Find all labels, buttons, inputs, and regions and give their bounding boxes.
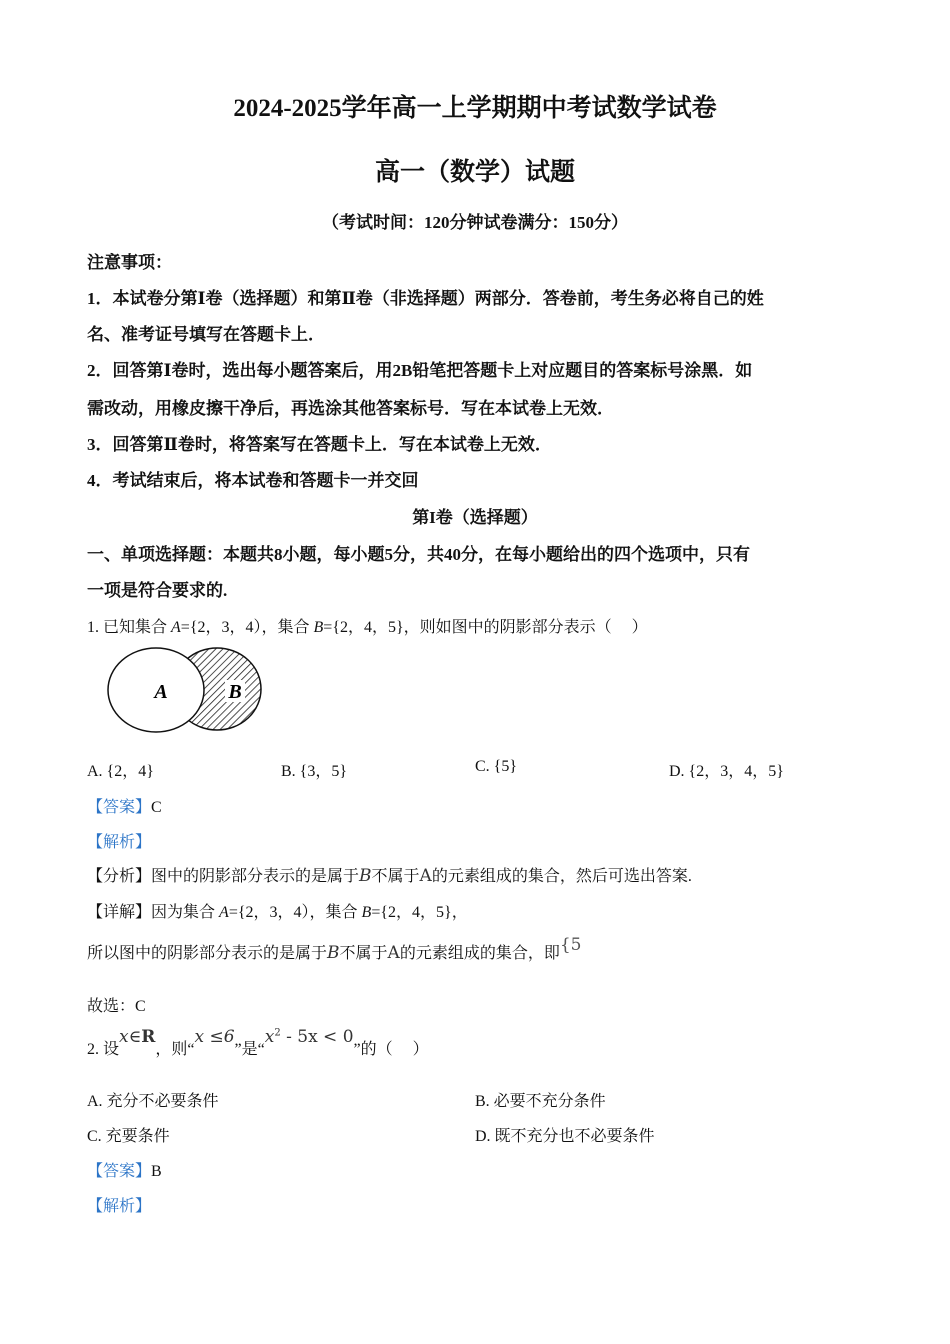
q2-option-d[interactable]: D. 既不充分也不必要条件 xyxy=(475,1128,655,1145)
q2-cond-in: ∈ xyxy=(128,1027,142,1047)
q1-option-d[interactable]: D. {2，3，4，5} xyxy=(669,763,784,780)
q1-line2-text-1: 所以图中的阴影部分表示的是属于 xyxy=(87,945,328,962)
exam-info: （考试时间：120分钟试卷满分：150分） xyxy=(322,213,628,232)
q1-fenxi-b: B xyxy=(359,866,372,886)
q1-detail xyxy=(87,899,867,922)
note-3: 3．回答第Ⅱ卷时，将答案写在答题卡上．写在本试卷上无效． xyxy=(87,435,552,454)
q1-analysis-tag: 【解析】 xyxy=(87,834,152,851)
q1-line2-set: {5 xyxy=(559,935,582,955)
q2-condition-1: x ≤6 xyxy=(194,1027,235,1047)
q1-fenxi-tag: 【分析】 xyxy=(87,868,152,885)
venn-diagram xyxy=(105,646,265,736)
q2-cond-r: R xyxy=(141,1027,156,1047)
notes-heading: 注意事项： xyxy=(87,253,172,272)
venn-label-a: A xyxy=(154,681,168,703)
q1-set-b: B xyxy=(313,619,324,636)
q1-answer-value: C xyxy=(151,799,162,816)
q1-line2-a: A xyxy=(387,943,400,963)
note-2a: 2．回答第Ⅰ卷时，选出每小题答案后，用2B铅笔把答题卡上对应题目的答案标号涂黑．如 xyxy=(87,361,753,380)
q2-stem-text-2: ，则“ xyxy=(155,1041,195,1058)
q1-set-b-value: ={2，4，5}，则如图中的阴影部分表示（ ） xyxy=(323,619,648,636)
q1-detail-tag: 【详解】 xyxy=(87,904,152,921)
q1-option-c[interactable]: C. {5} xyxy=(475,758,518,775)
q1-detail-a: A xyxy=(219,904,229,921)
section-intro-a: 一、单项选择题：本题共8小题，每小题5分，共40分，在每小题给出的四个选项中，只有 xyxy=(87,545,750,564)
section-intro-b: 一项是符合要求的. xyxy=(87,581,228,600)
q2-cond2-rest: - 5x < 0 xyxy=(280,1027,354,1047)
exam-title: 2024-2025学年高一上学期期中考试数学试卷 xyxy=(233,95,717,122)
q2-option-a[interactable]: A. 充分不必要条件 xyxy=(87,1093,219,1110)
q1-line2-text-2: 不属于 xyxy=(339,945,388,962)
q1-set-a-value: ={2，3，4），集合 xyxy=(180,619,314,636)
note-2b: 需改动，用橡皮擦干净后，再选涂其他答案标号．写在本试卷上无效． xyxy=(87,399,614,418)
q1-line2-text-3: 的元素组成的集合，即 xyxy=(399,945,560,962)
q1-detail-text-3: ={2，4，5}， xyxy=(371,904,468,921)
q1-line2-b: B xyxy=(327,943,340,963)
q1-answer-tag: 【答案】 xyxy=(87,799,152,816)
q2-answer-value: B xyxy=(151,1163,162,1180)
q2-stem-text-1: 2. 设 xyxy=(87,1041,120,1058)
q1-fenxi xyxy=(87,863,867,886)
q2-cond2-sup: 2 xyxy=(274,1027,281,1039)
q1-option-a[interactable]: A. {2，4} xyxy=(87,763,154,780)
q1-fenxi-text-2: 不属于 xyxy=(371,868,420,885)
q2-cond2-x: x xyxy=(264,1027,275,1047)
q2-analysis-tag: 【解析】 xyxy=(87,1198,152,1215)
q1-set-a: A xyxy=(171,619,181,636)
q1-fenxi-text-1: 图中的阴影部分表示的是属于 xyxy=(151,868,360,885)
note-1a: 1．本试卷分第Ⅰ卷（选择题）和第Ⅱ卷（非选择题）两部分．答卷前，考生务必将自己的姓 xyxy=(87,289,764,308)
q2-option-c[interactable]: C. 充要条件 xyxy=(87,1128,170,1145)
part-title: 第I卷（选择题） xyxy=(412,508,538,527)
venn-label-b: B xyxy=(228,681,242,703)
q2-answer xyxy=(87,1158,867,1181)
q1-fenxi-text-3: 的元素组成的集合，然后可选出答案. xyxy=(431,868,692,885)
q2-cond-x: x xyxy=(119,1027,129,1047)
q1-stem xyxy=(87,614,867,637)
q2-condition-set xyxy=(119,1029,155,1046)
note-4: 4．考试结束后，将本试卷和答题卡一并交回 xyxy=(87,471,419,490)
q2-stem-text-3: ”是“ xyxy=(234,1041,265,1058)
q1-detail-line2 xyxy=(87,935,867,963)
q1-detail-b: B xyxy=(361,904,372,921)
q2-stem-text-4: ”的（ ） xyxy=(353,1041,429,1058)
q2-stem xyxy=(87,1027,867,1059)
q1-choose: 故选：C xyxy=(87,998,146,1015)
q2-answer-tag: 【答案】 xyxy=(87,1163,152,1180)
q1-detail-text-2: ={2，3，4），集合 xyxy=(228,904,362,921)
q1-detail-text-1: 因为集合 xyxy=(151,904,220,921)
q1-fenxi-a: A xyxy=(419,866,432,886)
q1-option-b[interactable]: B. {3，5} xyxy=(281,763,348,780)
note-1b: 名、准考证号填写在答题卡上． xyxy=(87,325,325,344)
q2-option-b[interactable]: B. 必要不充分条件 xyxy=(475,1093,606,1110)
q1-stem-pre: 1. 已知集合 xyxy=(87,619,172,636)
q1-answer xyxy=(87,794,867,817)
subject-title: 高一（数学）试题 xyxy=(374,159,575,186)
q2-condition-2 xyxy=(265,1029,354,1046)
